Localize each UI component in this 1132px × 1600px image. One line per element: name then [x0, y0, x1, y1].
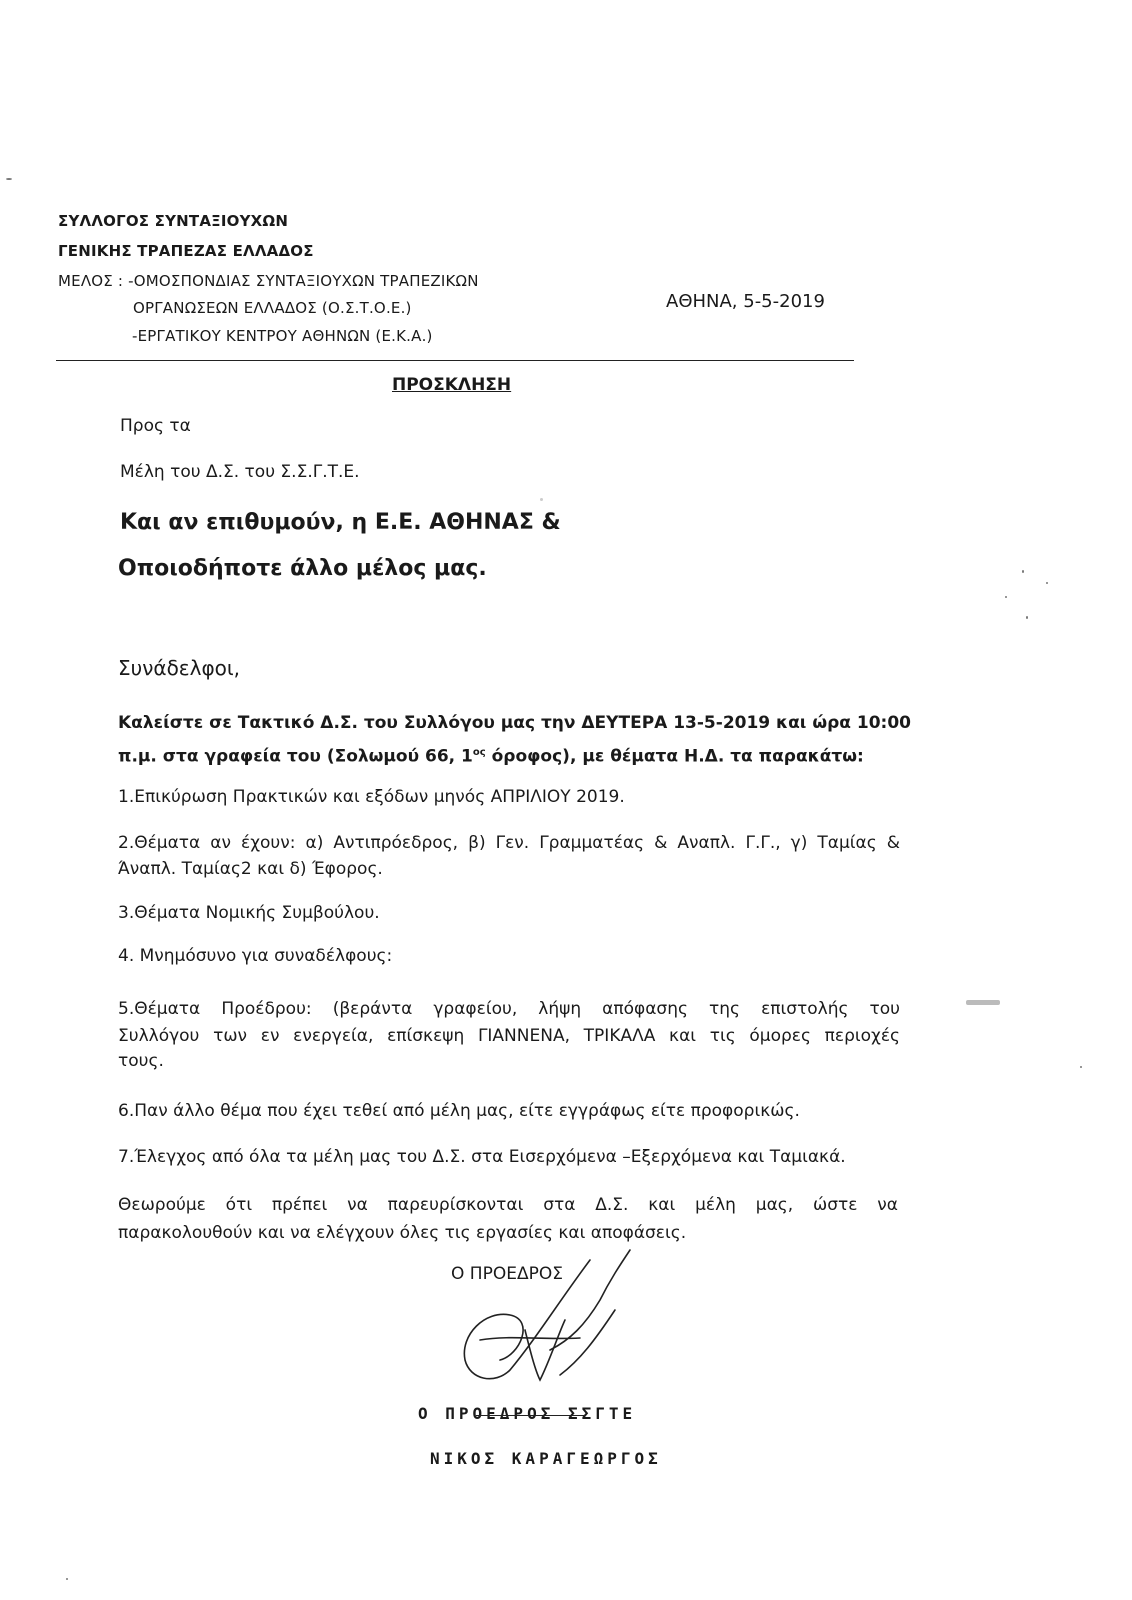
addressee-members: Μέλη του Δ.Σ. του Σ.Σ.Γ.Τ.Ε. — [120, 462, 360, 482]
greeting: Συνάδελφοι, — [118, 656, 241, 680]
handwritten-signature-icon — [440, 1240, 650, 1390]
membership-line2: ΟΡΓΑΝΩΣΕΩΝ ΕΛΛΑΔΟΣ (Ο.Σ.Τ.Ο.Ε.) — [133, 299, 412, 317]
addressee-extra-line2: Οποιοδήποτε άλλο μέλος μας. — [118, 556, 487, 581]
intro-line1: Καλείστε σε Τακτικό Δ.Σ. του Συλλόγου μας την ΔΕΥΤΕΡΑ 13-5-2019 και ώρα 10:00 — [118, 713, 912, 733]
intro-line2-start: π.μ. στα γραφεία του (Σολωμού 66, 1 — [118, 746, 473, 767]
scan-speck — [66, 1578, 68, 1580]
agenda-item-7: 7.Έλεγχος από όλα τα μέλη μας του Δ.Σ. στα Εισερχόμενα –Εξερχόμενα και Ταμιακά. — [118, 1147, 846, 1167]
agenda-item-2-line1: 2.Θέματα αν έχουν: α) Αντιπρόεδρος, β) Γεν. Γραμματέας & Αναπλ. Γ.Γ., γ) Ταμίας & — [118, 833, 900, 853]
stamp-title: Ο ΠΡΟΕΔΡΟΣ ΣΣΓΤΕ — [418, 1404, 637, 1423]
scan-speck — [966, 1000, 1000, 1005]
agenda-item-3: 3.Θέματα Νομικής Συμβούλου. — [118, 903, 380, 923]
closing-line2: παρακολουθούν και να ελέγχουν όλες τις εργασίες και αποφάσεις. — [118, 1223, 687, 1243]
ordinal-superscript: ος — [472, 747, 486, 758]
addressee-to: Προς τα — [120, 416, 191, 436]
stamp-strikethrough — [476, 1415, 586, 1416]
agenda-item-2-line2: Άναπλ. Ταμίας2 και δ) Έφορος. — [118, 859, 383, 879]
agenda-item-6: 6.Παν άλλο θέμα που έχει τεθεί από μέλη μας, είτε εγγράφως είτε προφορικώς. — [118, 1101, 800, 1121]
scan-speck — [1080, 1066, 1082, 1068]
agenda-item-5-line1: 5.Θέματα Προέδρου: (βεράντα γραφείου, λήψη απόφασης της επιστολής του — [118, 999, 900, 1019]
intro-line2 — [118, 738, 864, 772]
document-date: ΑΘΗΝΑ, 5-5-2019 — [666, 291, 825, 312]
membership-line3: -ΕΡΓΑΤΙΚΟΥ ΚΕΝΤΡΟΥ ΑΘΗΝΩΝ (Ε.Κ.Α.) — [132, 327, 433, 345]
membership-line1: ΜΕΛΟΣ : -ΟΜΟΣΠΟΝΔΙΑΣ ΣΥΝΤΑΞΙΟΥΧΩΝ ΤΡΑΠΕΖΙΚΩΝ — [58, 272, 479, 290]
scan-speck — [540, 498, 543, 501]
scan-speck — [1026, 616, 1028, 619]
document-title: ΠΡΟΣΚΛΗΣΗ — [392, 375, 512, 395]
agenda-item-1: 1.Επικύρωση Πρακτικών και εξόδων μηνός ΑΠΡΙΛΙΟΥ 2019. — [118, 787, 625, 807]
scan-speck — [1005, 596, 1007, 598]
org-name-line1: ΣΥΛΛΟΓΟΣ ΣΥΝΤΑΞΙΟΥΧΩΝ — [58, 212, 289, 230]
intro-line2-end: όροφος), με θέματα Η.Δ. τα παρακάτω: — [485, 746, 864, 767]
stamp-name: ΝΙΚΟΣ ΚΑΡΑΓΕΩΡΓΟΣ — [430, 1449, 662, 1468]
closing-line1: Θεωρούμε ότι πρέπει να παρευρίσκονται στα Δ.Σ. και μέλη μας, ώστε να — [118, 1195, 898, 1215]
agenda-item-5-line3: τους. — [118, 1051, 164, 1071]
scan-speck — [1046, 582, 1048, 584]
addressee-extra-line1: Και αν επιθυμούν, η Ε.Ε. ΑΘΗΝΑΣ & — [120, 510, 561, 535]
scan-speck — [1022, 570, 1024, 573]
org-name-line2: ΓΕΝΙΚΗΣ ΤΡΑΠΕΖΑΣ ΕΛΛΑΔΟΣ — [58, 242, 314, 260]
signature-role: Ο ΠΡΟΕΔΡΟΣ — [451, 1264, 563, 1284]
agenda-item-4: 4. Μνημόσυνο για συναδέλφους: — [118, 946, 393, 966]
agenda-item-5-line2: Συλλόγου των εν ενεργεία, επίσκεψη ΓΙΑΝΝΕΝΑ, ΤΡΙΚΑΛΑ και τις όμορες περιοχές — [118, 1026, 900, 1046]
header-divider — [56, 360, 854, 361]
scan-speck — [6, 178, 12, 180]
